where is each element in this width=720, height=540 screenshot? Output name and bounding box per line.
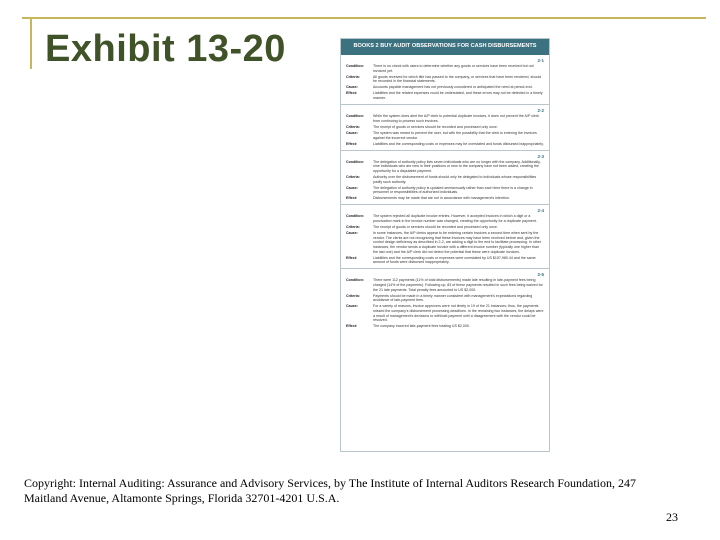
observation-row xyxy=(346,85,544,90)
row-label: Condition: xyxy=(346,114,364,119)
row-text: The system rejected all duplicate invoice entries. However, it accepted invoices in which a digit or a punctuation mark in the invoice number was changed, creating the opportunity for a duplicate payment. xyxy=(373,214,537,224)
row-text: All goods received for which title has passed to the company, or services that have been rendered, should be recorded in the financial statements. xyxy=(373,74,542,84)
observation-number: 2-2 xyxy=(537,108,544,114)
exhibit-header: BOOKS 2 BUY AUDIT OBSERVATIONS FOR CASH DISBURSEMENTS xyxy=(341,39,549,55)
row-text: Authority over the disbursement of funds should only be delegated to individuals whose responsibilities justify such authority. xyxy=(373,175,537,184)
observation-row xyxy=(346,256,544,265)
observation-row xyxy=(346,114,544,123)
observation-row xyxy=(346,294,544,303)
row-text: Liabilities and the related expenses could be understated, and these errors may not be detected in a timely manner. xyxy=(373,91,543,101)
row-text: The delegation of authority policy lists seven individuals who are no longer with the company. Additionally, nine individuals who are new in their positions or new to the company have not been added, creating the opportunity for a disputable payment. xyxy=(373,159,541,173)
observation-block xyxy=(341,204,549,268)
observation-row xyxy=(346,91,544,100)
observation-row xyxy=(346,214,544,223)
frame-top-rule xyxy=(22,17,706,19)
row-label: Cause: xyxy=(346,304,358,309)
observation-number: 2-3 xyxy=(537,153,544,159)
observation-row xyxy=(346,142,544,147)
observation-number: 2-4 xyxy=(537,208,544,214)
row-text: Liabilities and the corresponding costs or expenses may be overstated and funds disbursed inappropriately. xyxy=(373,141,544,146)
observation-row xyxy=(346,186,544,195)
observation-row xyxy=(346,175,544,184)
row-label: Effect: xyxy=(346,255,358,260)
observation-number: 2-1 xyxy=(537,58,544,63)
row-label: Criteria: xyxy=(346,293,360,298)
observation-number: 2-5 xyxy=(537,272,544,278)
row-label: Cause: xyxy=(346,231,358,236)
row-label: Condition: xyxy=(346,64,364,68)
row-text: The system was meant to prevent the user, but with the possibility that the clerk is entering the invoices against the incorrect vendor. xyxy=(373,130,537,140)
row-label: Condition: xyxy=(346,159,364,164)
row-label: Cause: xyxy=(346,185,358,190)
row-text: The receipt of goods or services should be recorded and processed only once. xyxy=(373,225,498,230)
row-text: The receipt of goods or services should be recorded and processed only once. xyxy=(373,124,498,129)
observation-row xyxy=(346,196,544,201)
row-label: Effect: xyxy=(346,91,358,96)
row-label: Effect: xyxy=(346,324,358,329)
observation-row xyxy=(346,160,544,174)
row-label: Condition: xyxy=(346,278,364,283)
row-text: While the system does alert the A/P clerk to potential duplicate invoices, it does not prevent the A/P clerk from continuing to process such invoices. xyxy=(373,114,539,123)
row-label: Criteria: xyxy=(346,225,360,230)
observation-block xyxy=(341,268,549,332)
frame-left-rule xyxy=(30,17,32,69)
page-number: 23 xyxy=(666,510,678,524)
row-text: Accounts payable management has not previously considered or anticipated the need at period-end. xyxy=(373,85,533,90)
row-label: Criteria: xyxy=(346,175,360,179)
row-text: The delegation of authority policy is updated semiannually rather than each time there is a change in personnel or responsibilities of authorized individuals. xyxy=(373,185,533,195)
observation-row xyxy=(346,324,544,329)
copyright-caption: Copyright: Internal Auditing: Assurance and Advisory Services, by The Institute of Internal Auditors Research Foundation, 247 Maitland Avenue, Altamonte Springs, Florida 32701-4201 U.S.A. xyxy=(24,476,637,505)
row-text: There is no check with users to determine whether any goods or services have been received but not invoiced yet. xyxy=(373,64,534,73)
row-label: Cause: xyxy=(346,85,358,90)
observation-row xyxy=(346,125,544,130)
row-label: Condition: xyxy=(346,214,364,219)
observation-row xyxy=(346,225,544,230)
observation-row xyxy=(346,278,544,292)
observation-row xyxy=(346,231,544,254)
row-text: There were 112 payments (11% of total disbursements) made late resulting in late-payment fees being charged (14% of the payments). Following up, 83 of these payments resulted in such fees being waived for the 21 late payments. Total penalty fees amounted to US $2,000. xyxy=(373,278,543,292)
row-text: The company incurred late-payment fees totaling US $2,000. xyxy=(373,324,470,329)
row-text: Payments should be made in a timely manner consistent with management's expectations regarding avoidance of late-payment fees. xyxy=(373,293,533,303)
observation-block xyxy=(341,104,549,150)
observation-list xyxy=(341,55,549,332)
slide-title: Exhibit 13-20 xyxy=(45,28,286,70)
row-text: Disbursements may be made that are not in accordance with management's intention. xyxy=(373,196,510,201)
row-label: Criteria: xyxy=(346,124,360,129)
observation-block xyxy=(341,55,549,104)
exhibit-document xyxy=(340,38,550,452)
observation-row xyxy=(346,131,544,140)
row-label: Effect: xyxy=(346,141,358,146)
row-label: Effect: xyxy=(346,196,358,201)
observation-block xyxy=(341,150,549,205)
observation-row xyxy=(346,64,544,73)
row-text: In some instances, the A/P clerks appear to be entering certain invoices a second time when sent by the vendor. The clerks are not recognizing that these invoices may have been received before and, given the control design deficiency as described in 2-2, are adding a digit to the end to facilitate processing. In other instances, the vendor sends a duplicate invoice with a different invoice number (typically one higher than the last one) and the A/P clerk did not detect the potential that these were duplicate invoices. xyxy=(373,231,542,254)
row-text: For a variety of reasons, invoice approvers were not timely in 19 of the 21 instances; thus, the payments missed the company's disbursement processing deadlines. In the remaining two instances, the delays were a result of management's decisions to withhold payment until a disagreement with the vendor could be resolved. xyxy=(373,304,544,323)
observation-row xyxy=(346,75,544,84)
row-text: Liabilities and the corresponding costs or expenses were overstated by US $157,980.44 and the same amount of funds were disbursed inappropriately. xyxy=(373,255,536,265)
row-label: Criteria: xyxy=(346,74,360,79)
observation-row xyxy=(346,304,544,322)
row-label: Cause: xyxy=(346,130,358,135)
